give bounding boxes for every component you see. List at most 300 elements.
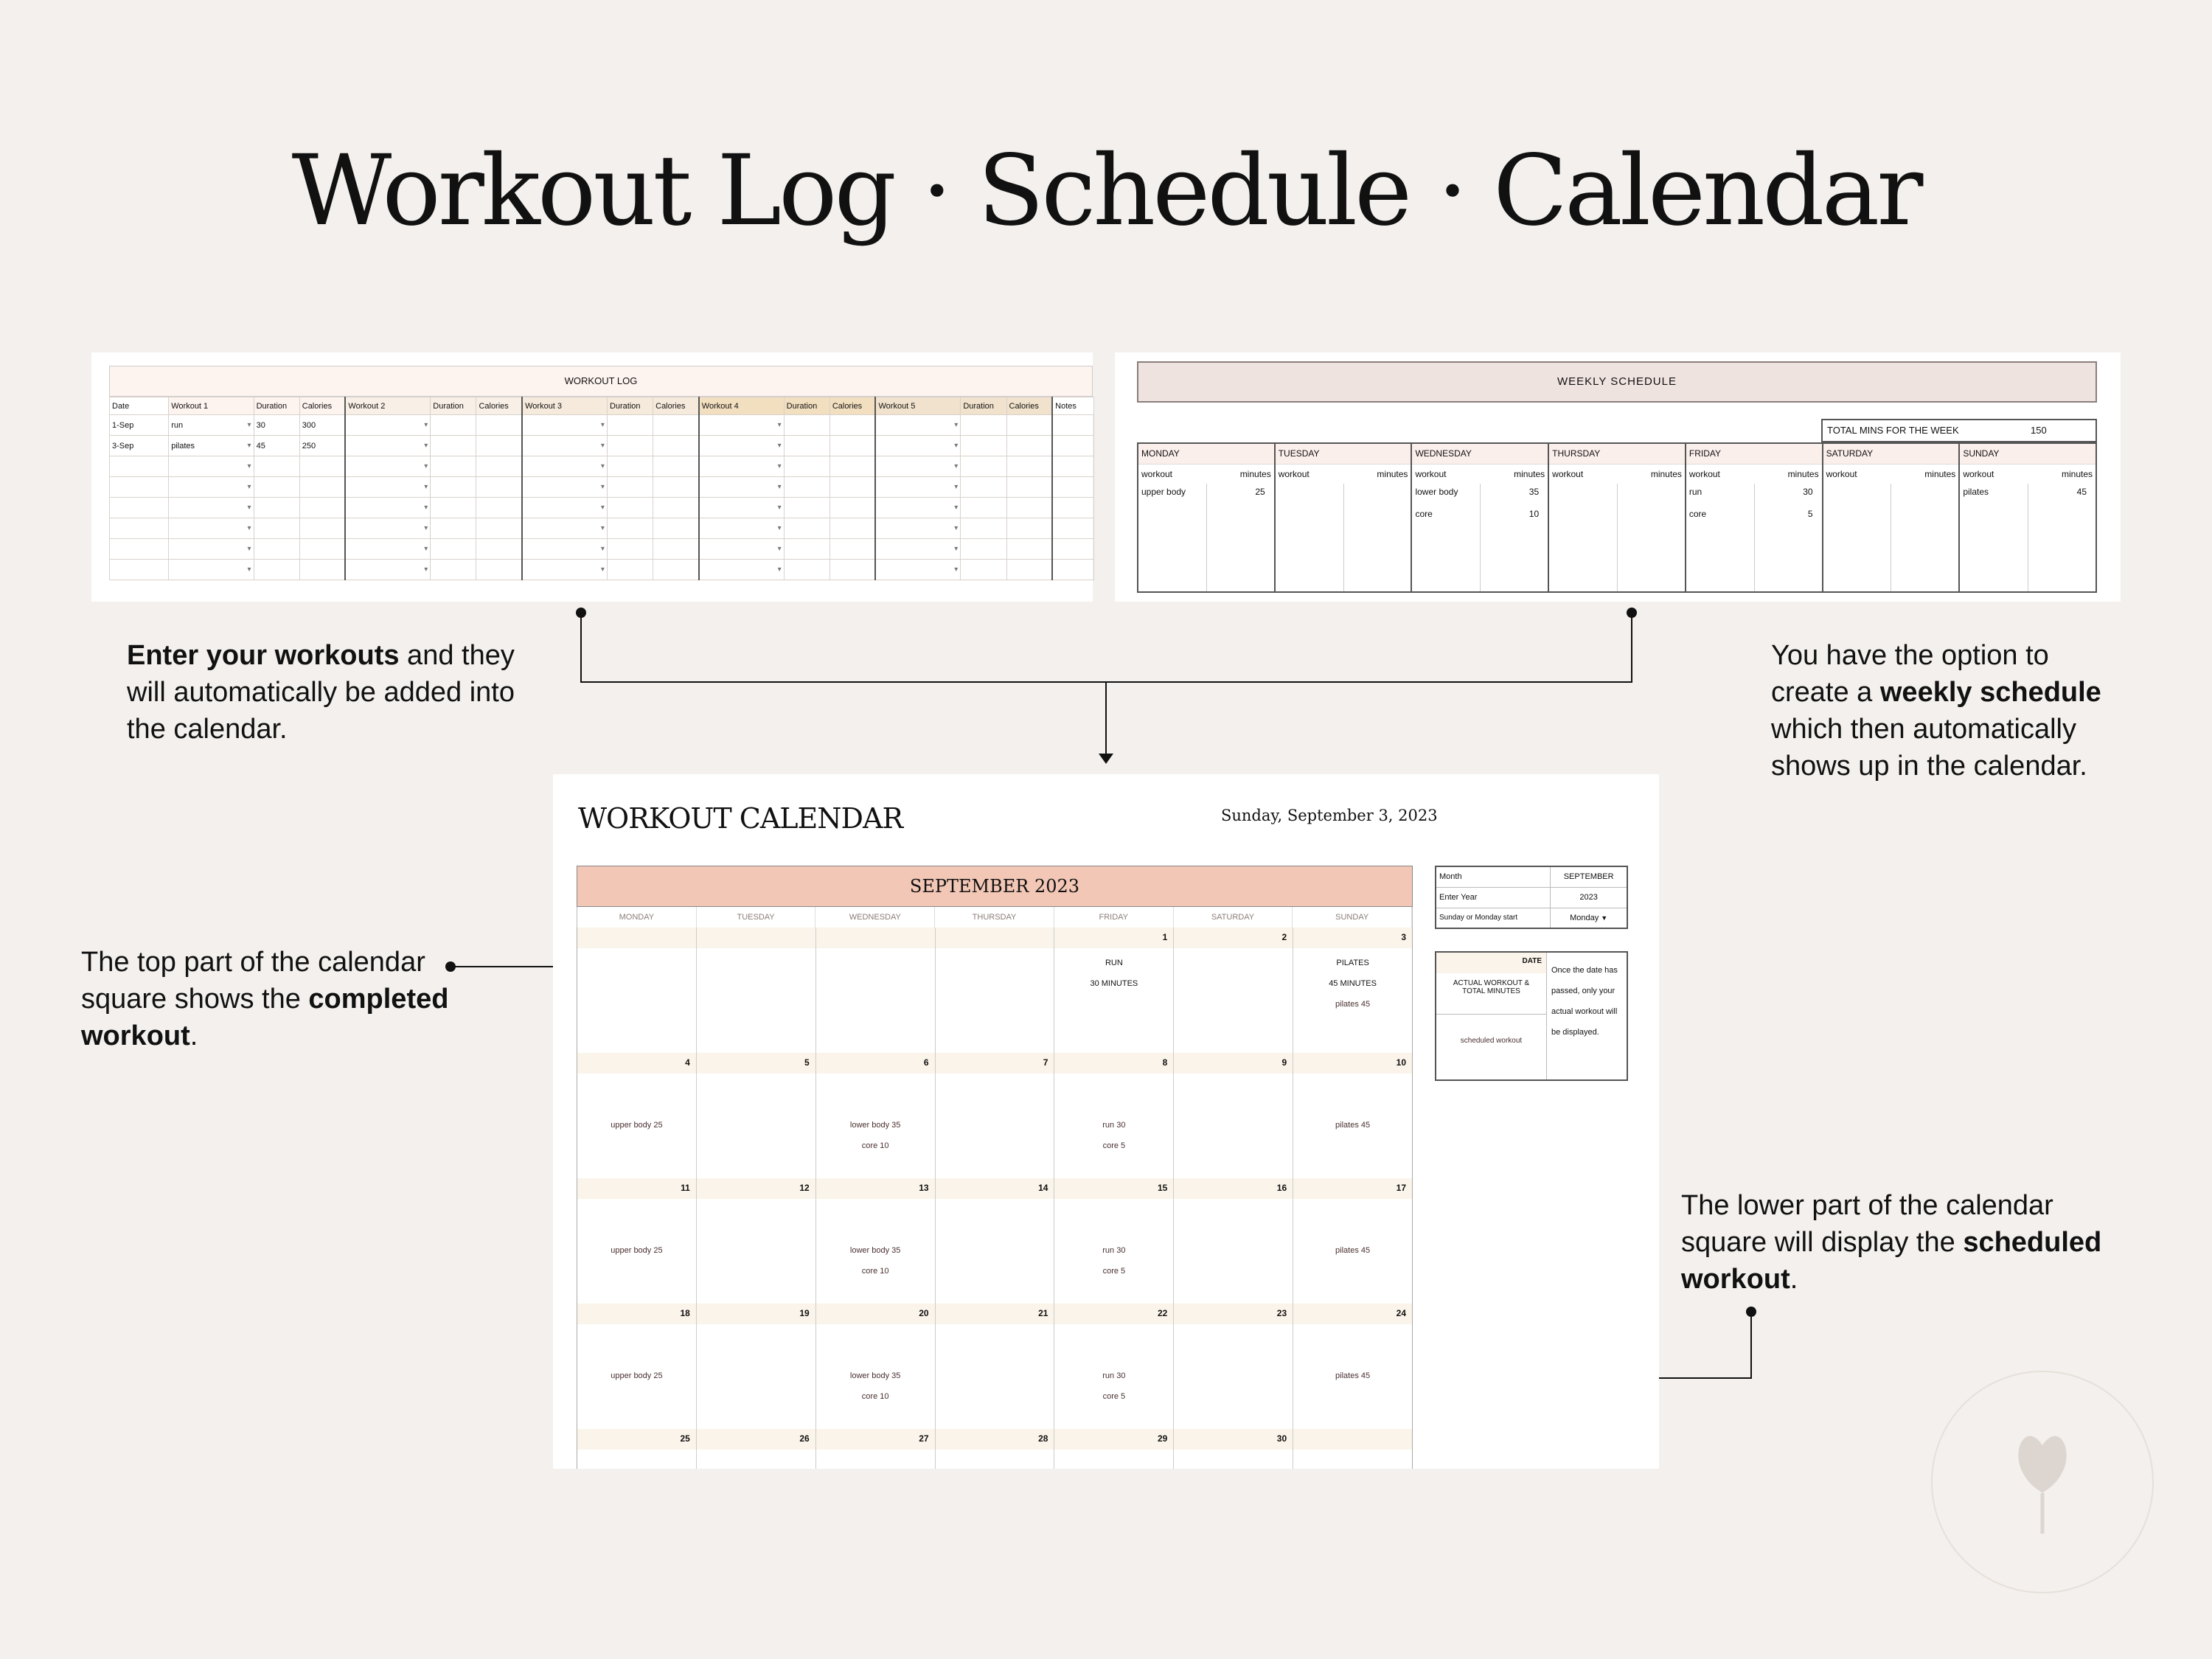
log-cell[interactable] [875, 415, 960, 436]
log-cell[interactable] [110, 498, 169, 518]
scheduled-workout [1293, 1366, 1412, 1386]
log-cell[interactable] [653, 477, 699, 498]
log-cell[interactable] [784, 498, 830, 518]
log-column-header: Duration [254, 397, 299, 415]
schedule-subheader [1549, 465, 1685, 484]
log-cell[interactable] [1006, 456, 1052, 477]
log-cell[interactable] [522, 456, 607, 477]
schedule-day-name: FRIDAY [1686, 444, 1822, 465]
column-divider [1206, 484, 1207, 591]
calendar-day-cell[interactable] [936, 928, 1055, 1053]
day-number: 9 [1174, 1053, 1293, 1074]
calendar-day-cell[interactable] [697, 1053, 816, 1178]
schedule-minutes: 35 [1528, 487, 1540, 497]
chevron-down-icon: ▾ [777, 442, 782, 450]
log-cell[interactable] [522, 477, 607, 498]
calendar-day-cell[interactable] [1174, 1304, 1293, 1429]
day-number: 23 [1174, 1304, 1293, 1324]
log-cell[interactable] [254, 539, 299, 560]
scheduled-workout-line: upper body 25 [611, 1246, 663, 1255]
calendar-day-cell[interactable] [577, 1429, 697, 1469]
completed-workout-line: 45 MINUTES [1329, 979, 1377, 988]
log-cell[interactable] [476, 518, 522, 539]
calendar-day-cell[interactable] [577, 1053, 697, 1178]
table-row [110, 498, 1094, 518]
log-cell[interactable] [1006, 477, 1052, 498]
schedule-day-name: TUESDAY [1276, 444, 1411, 465]
log-cell[interactable] [522, 498, 607, 518]
log-cell[interactable] [169, 518, 254, 539]
log-cell[interactable]: 30 [254, 415, 299, 436]
log-cell[interactable] [299, 539, 345, 560]
calendar-day-cell[interactable] [1174, 1053, 1293, 1178]
day-number: 22 [1054, 1304, 1173, 1324]
log-cell[interactable] [299, 498, 345, 518]
log-column-header: Duration [431, 397, 476, 415]
log-cell[interactable] [431, 456, 476, 477]
log-cell[interactable] [254, 456, 299, 477]
log-cell[interactable] [961, 415, 1006, 436]
month-label: Month [1436, 866, 1551, 887]
calendar-day-cell[interactable] [936, 1429, 1055, 1469]
log-cell[interactable] [1052, 498, 1093, 518]
lower-caption-text: The lower part of the calendar square will display the [1681, 1190, 2053, 1258]
log-cell[interactable] [830, 498, 875, 518]
minutes-col-label: minutes [1787, 469, 1819, 479]
calendar-day-cell[interactable] [1054, 1053, 1174, 1178]
calendar-day-cell[interactable] [1174, 1178, 1293, 1304]
chevron-down-icon: ▾ [247, 441, 251, 450]
log-caption [127, 637, 540, 748]
legend-scheduled: scheduled workout [1460, 1037, 1523, 1045]
calendar-day-cell[interactable] [577, 928, 697, 1053]
lower-part-caption [1681, 1187, 2124, 1298]
log-cell[interactable] [345, 560, 430, 580]
calendar-day-cell[interactable] [1054, 1178, 1174, 1304]
log-cell[interactable] [961, 498, 1006, 518]
log-cell[interactable]: 250 [299, 436, 345, 456]
scheduled-workout-line: lower body 35 [849, 1371, 901, 1380]
log-cell[interactable] [476, 477, 522, 498]
day-number: 12 [697, 1178, 815, 1199]
scheduled-workout [1293, 1115, 1412, 1135]
log-cell[interactable] [169, 560, 254, 580]
schedule-day-column [1823, 444, 1961, 591]
log-cell[interactable] [1006, 436, 1052, 456]
log-cell[interactable] [169, 539, 254, 560]
calendar-day-cell[interactable] [1174, 1429, 1293, 1469]
day-number: 4 [577, 1053, 696, 1074]
log-cell[interactable] [1052, 518, 1093, 539]
log-cell[interactable] [961, 456, 1006, 477]
scheduled-workout-line: core 10 [861, 1267, 889, 1276]
calendar-day-cell[interactable] [1293, 1304, 1412, 1429]
log-cell[interactable] [522, 560, 607, 580]
log-cell[interactable] [476, 456, 522, 477]
log-cell[interactable] [110, 477, 169, 498]
log-cell[interactable] [784, 477, 830, 498]
calendar-day-cell[interactable] [936, 1053, 1055, 1178]
completed-workout [1054, 948, 1173, 994]
log-cell[interactable]: 300 [299, 415, 345, 436]
chevron-down-icon: ▾ [600, 421, 605, 429]
calendar-day-cell[interactable] [697, 1304, 816, 1429]
log-cell[interactable] [961, 539, 1006, 560]
log-cell[interactable] [784, 518, 830, 539]
log-cell[interactable] [875, 436, 960, 456]
log-cell[interactable] [699, 436, 784, 456]
schedule-day-name: SATURDAY [1823, 444, 1959, 465]
log-cell[interactable] [653, 498, 699, 518]
log-cell[interactable] [431, 477, 476, 498]
legend-actual: ACTUAL WORKOUT & TOTAL MINUTES [1436, 973, 1546, 1015]
minutes-col-label: minutes [1377, 469, 1408, 479]
scheduled-workout-line: run 30 [1102, 1371, 1126, 1380]
log-cell[interactable] [784, 560, 830, 580]
log-cell[interactable] [607, 436, 653, 456]
legend-note: Once the date has passed, only your actual workout will be displayed. [1551, 966, 1618, 1037]
log-cell[interactable] [784, 539, 830, 560]
weekday-label: SATURDAY [1174, 907, 1293, 928]
scheduled-workout-line: core 5 [1102, 1267, 1126, 1276]
log-cell[interactable] [653, 415, 699, 436]
log-cell[interactable] [607, 456, 653, 477]
chevron-down-icon: ▾ [954, 566, 959, 574]
day-number: 25 [577, 1429, 696, 1450]
chevron-down-icon: ▾ [954, 442, 959, 450]
log-cell[interactable] [784, 415, 830, 436]
log-cell[interactable] [345, 539, 430, 560]
log-column-header: Duration [784, 397, 830, 415]
weekly-schedule-grid [1137, 442, 2097, 593]
log-cell[interactable] [1052, 415, 1093, 436]
log-cell[interactable] [875, 498, 960, 518]
calendar-day-cell[interactable] [816, 1178, 936, 1304]
log-cell[interactable] [653, 560, 699, 580]
chevron-down-icon: ▾ [247, 462, 251, 470]
scheduled-workout-line: core 5 [1102, 1392, 1126, 1401]
day-number: 3 [1293, 928, 1412, 948]
chevron-down-icon: ▾ [954, 504, 959, 512]
chevron-down-icon: ▾ [954, 421, 959, 429]
log-cell[interactable] [431, 498, 476, 518]
log-cell[interactable] [345, 415, 430, 436]
calendar-day-cell[interactable] [816, 1304, 936, 1429]
calendar-day-cell[interactable] [697, 1429, 816, 1469]
log-cell[interactable] [254, 477, 299, 498]
log-cell[interactable] [875, 477, 960, 498]
log-cell[interactable] [607, 477, 653, 498]
chevron-down-icon: ▾ [424, 483, 428, 491]
log-cell[interactable] [522, 539, 607, 560]
log-cell[interactable] [784, 436, 830, 456]
log-cell[interactable] [653, 456, 699, 477]
schedule-day-column [1138, 444, 1276, 591]
day-number: 5 [697, 1053, 815, 1074]
log-cell[interactable] [431, 415, 476, 436]
lower-caption-bold: scheduled workout [1681, 1227, 2102, 1295]
calendar-day-cell[interactable] [1293, 928, 1412, 1053]
calendar-week-row [577, 1429, 1413, 1469]
day-number: 30 [1174, 1429, 1293, 1450]
log-cell[interactable] [476, 539, 522, 560]
day-number: 2 [1174, 928, 1293, 948]
log-column-header: Duration [607, 397, 653, 415]
calendar-day-cell[interactable] [1174, 928, 1293, 1053]
log-cell[interactable] [784, 456, 830, 477]
day-number: 29 [1054, 1429, 1173, 1450]
log-cell[interactable] [875, 539, 960, 560]
log-cell[interactable] [476, 415, 522, 436]
chevron-down-icon: ▾ [954, 524, 959, 532]
completed-workout [1293, 948, 1412, 1015]
log-cell[interactable]: pilates ▾ [169, 436, 254, 456]
workout-log-header-row [110, 397, 1094, 415]
workout-col-label: workout [1688, 469, 1720, 479]
table-row [110, 456, 1094, 477]
chevron-down-icon: ▾ [777, 524, 782, 532]
start-day-select[interactable] [1551, 908, 1627, 928]
log-cell[interactable] [476, 498, 522, 518]
log-cell[interactable] [431, 518, 476, 539]
log-cell[interactable] [254, 518, 299, 539]
chevron-down-icon: ▾ [247, 566, 251, 574]
scheduled-workout-line: pilates 45 [1335, 1121, 1371, 1130]
weekly-schedule-panel [1115, 352, 2121, 602]
log-cell[interactable] [699, 477, 784, 498]
schedule-workout: core [1415, 509, 1433, 519]
log-cell[interactable] [830, 539, 875, 560]
log-cell[interactable] [254, 498, 299, 518]
log-cell[interactable] [254, 560, 299, 580]
day-number: 13 [816, 1178, 935, 1199]
chevron-down-icon: ▾ [954, 483, 959, 491]
chevron-down-icon: ▾ [777, 504, 782, 512]
workout-col-label: workout [1278, 469, 1310, 479]
chevron-down-icon: ▾ [247, 545, 251, 553]
calendar-day-cell[interactable] [816, 1429, 936, 1469]
chevron-down-icon: ▾ [600, 545, 605, 553]
chevron-down-icon: ▾ [424, 421, 428, 429]
log-cell[interactable] [830, 436, 875, 456]
calendar-week-row [577, 928, 1413, 1053]
log-cell[interactable] [1052, 436, 1093, 456]
log-cell[interactable] [345, 436, 430, 456]
log-cell[interactable] [653, 436, 699, 456]
log-cell[interactable] [830, 518, 875, 539]
log-cell[interactable] [961, 436, 1006, 456]
chevron-down-icon: ▾ [424, 442, 428, 450]
log-cell[interactable] [110, 560, 169, 580]
log-column-header: Calories [830, 397, 875, 415]
log-cell[interactable] [653, 539, 699, 560]
log-cell[interactable] [345, 477, 430, 498]
scheduled-workout [577, 1240, 696, 1261]
calendar-day-cell[interactable] [577, 1178, 697, 1304]
log-cell[interactable] [1052, 539, 1093, 560]
day-number [936, 928, 1054, 948]
calendar-day-cell[interactable] [697, 1178, 816, 1304]
log-cell[interactable] [830, 560, 875, 580]
scheduled-workout [577, 1366, 696, 1386]
log-cell[interactable] [607, 518, 653, 539]
day-number: 7 [936, 1053, 1054, 1074]
log-cell[interactable] [431, 436, 476, 456]
calendar-day-cell[interactable] [1293, 1178, 1412, 1304]
minutes-col-label: minutes [1514, 469, 1545, 479]
weekday-label: FRIDAY [1054, 907, 1174, 928]
log-cell[interactable] [961, 477, 1006, 498]
scheduled-workout-line: core 5 [1102, 1141, 1126, 1150]
calendar-day-cell[interactable] [1293, 1053, 1412, 1178]
table-row [110, 560, 1094, 580]
schedule-day-column [1960, 444, 2096, 591]
log-cell[interactable] [169, 477, 254, 498]
log-cell[interactable] [607, 415, 653, 436]
scheduled-workout-line: run 30 [1102, 1121, 1126, 1130]
calendar-day-cell[interactable] [1054, 928, 1174, 1053]
month-value[interactable]: SEPTEMBER [1551, 866, 1627, 887]
calendar-day-cell[interactable] [936, 1178, 1055, 1304]
log-cell[interactable] [607, 498, 653, 518]
log-cell[interactable] [522, 518, 607, 539]
chevron-down-icon: ▾ [247, 524, 251, 532]
log-cell[interactable] [522, 436, 607, 456]
log-cell[interactable] [875, 518, 960, 539]
connector-line [1105, 681, 1107, 755]
log-cell[interactable] [110, 539, 169, 560]
log-cell[interactable] [607, 539, 653, 560]
day-number: 15 [1054, 1178, 1173, 1199]
log-cell[interactable] [1052, 477, 1093, 498]
log-cell[interactable] [961, 518, 1006, 539]
log-cell[interactable] [169, 456, 254, 477]
calendar-day-cell[interactable] [1054, 1429, 1174, 1469]
log-cell[interactable] [345, 498, 430, 518]
log-cell[interactable] [830, 415, 875, 436]
log-cell[interactable] [522, 415, 607, 436]
year-input[interactable]: 2023 [1551, 887, 1627, 908]
chevron-down-icon: ▾ [777, 483, 782, 491]
log-cell[interactable] [699, 498, 784, 518]
day-number [816, 928, 935, 948]
day-number: 14 [936, 1178, 1054, 1199]
weekday-label: SUNDAY [1293, 907, 1412, 928]
chevron-down-icon: ▾ [424, 545, 428, 553]
scheduled-workout [816, 1115, 935, 1156]
calendar-day-cell[interactable] [936, 1304, 1055, 1429]
log-cell[interactable] [875, 560, 960, 580]
schedule-caption-text: You have the option to create a [1771, 640, 2049, 708]
chevron-down-icon: ▾ [600, 483, 605, 491]
day-number: 28 [936, 1429, 1054, 1450]
calendar-day-cell[interactable] [577, 1304, 697, 1429]
calendar-day-cell[interactable] [1054, 1304, 1174, 1429]
log-cell[interactable] [961, 560, 1006, 580]
log-cell[interactable] [1052, 560, 1093, 580]
connector-line [1631, 612, 1632, 683]
chevron-down-icon: ▾ [424, 504, 428, 512]
top-part-caption [81, 944, 465, 1054]
log-cell[interactable] [299, 518, 345, 539]
top-caption-bold: completed workout [81, 984, 449, 1051]
log-cell[interactable] [830, 456, 875, 477]
day-number [1293, 1429, 1412, 1450]
scheduled-workout-line: pilates 45 [1335, 1246, 1371, 1255]
log-cell[interactable] [699, 456, 784, 477]
log-cell[interactable] [1006, 518, 1052, 539]
log-cell[interactable] [110, 518, 169, 539]
chevron-down-icon: ▾ [247, 420, 251, 429]
schedule-minutes: 45 [2076, 487, 2087, 497]
scheduled-workout [1054, 1115, 1173, 1156]
log-cell[interactable] [1006, 560, 1052, 580]
log-cell[interactable] [299, 456, 345, 477]
table-row [110, 415, 1094, 436]
lower-caption-end: . [1790, 1264, 1798, 1295]
schedule-minutes: 25 [1255, 487, 1265, 497]
calendar-day-cell[interactable] [816, 1053, 936, 1178]
calendar-day-cell[interactable] [816, 928, 936, 1053]
log-cell[interactable] [699, 518, 784, 539]
log-cell[interactable]: 45 [254, 436, 299, 456]
log-cell[interactable] [699, 415, 784, 436]
scheduled-workout-line: core 10 [861, 1392, 889, 1401]
calendar-day-cell[interactable] [697, 928, 816, 1053]
column-divider [1754, 484, 1755, 591]
scheduled-workout-line: upper body 25 [611, 1371, 663, 1380]
log-cell[interactable] [299, 560, 345, 580]
log-cell[interactable]: 1-Sep [110, 415, 169, 436]
log-cell[interactable] [653, 518, 699, 539]
log-cell[interactable] [345, 456, 430, 477]
log-cell[interactable]: run ▾ [169, 415, 254, 436]
log-cell[interactable] [345, 518, 430, 539]
log-cell[interactable] [476, 560, 522, 580]
chevron-down-icon: ▾ [247, 483, 251, 491]
log-cell[interactable] [169, 498, 254, 518]
log-column-header: Workout 3 [522, 397, 607, 415]
log-cell[interactable] [830, 477, 875, 498]
top-caption-end: . [189, 1020, 198, 1051]
log-cell[interactable] [299, 477, 345, 498]
log-cell[interactable] [431, 560, 476, 580]
log-cell[interactable] [875, 456, 960, 477]
log-cell[interactable] [607, 560, 653, 580]
day-number: 21 [936, 1304, 1054, 1324]
log-cell[interactable] [110, 456, 169, 477]
log-cell[interactable] [1052, 456, 1093, 477]
log-cell[interactable] [1006, 415, 1052, 436]
log-cell[interactable] [1006, 539, 1052, 560]
connector-line [1750, 1311, 1752, 1379]
start-day-value: Monday [1570, 913, 1599, 922]
chevron-down-icon: ▾ [777, 545, 782, 553]
log-cell[interactable] [699, 539, 784, 560]
minutes-col-label: minutes [1924, 469, 1956, 479]
table-row [110, 518, 1094, 539]
log-cell[interactable] [699, 560, 784, 580]
everblume-watermark [1917, 1357, 2168, 1607]
log-column-header: Calories [299, 397, 345, 415]
calendar-current-date: Sunday, September 3, 2023 [1221, 807, 1438, 824]
calendar-heading: WORKOUT CALENDAR [578, 802, 903, 835]
log-cell[interactable]: 3-Sep [110, 436, 169, 456]
log-cell[interactable] [476, 436, 522, 456]
log-cell[interactable] [1006, 498, 1052, 518]
log-cell[interactable] [431, 539, 476, 560]
calendar-day-cell[interactable] [1293, 1429, 1412, 1469]
